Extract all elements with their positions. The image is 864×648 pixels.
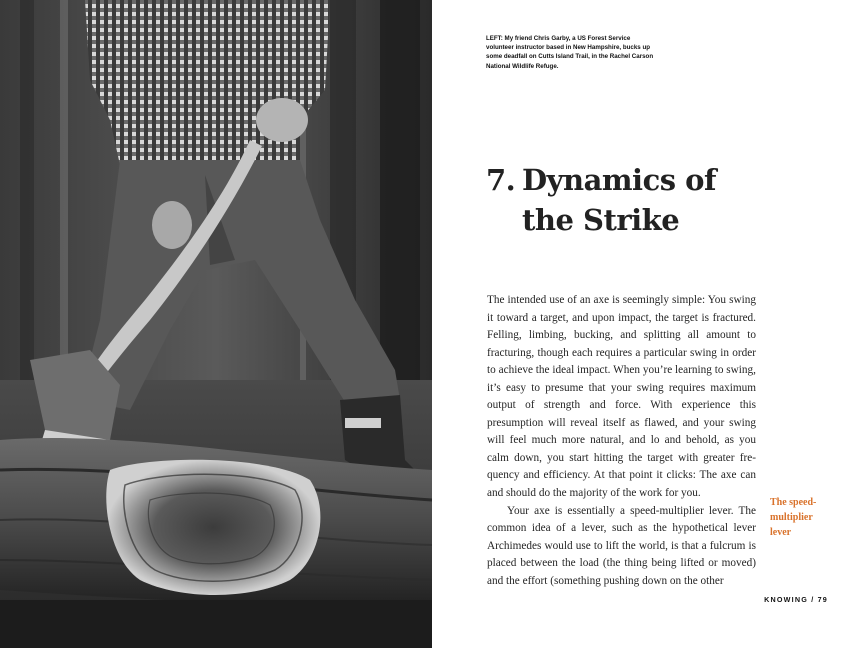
chapter-title-line1: Dynamics of — [522, 163, 716, 197]
body-paragraph-2: Your axe is essentially a speed-multiplier lever. The common idea of a lever, such as the hypothetical lever Archimedes would use to lift the world, is that a fulcrum is placed between the load (the thing being lifted or moved) and the effort (something pushing down on the other — [487, 504, 756, 587]
page-folio: KNOWING / 79 — [764, 595, 828, 604]
margin-note: The speed-multiplier lever — [770, 497, 817, 538]
photo-caption: LEFT: My friend Chris Garby, a US Forest Service volunteer instructor based in New Hampshire, bucks up some deadfall on Cutts Island Trail, in the Rachel Carson National Wildlife Refuge. — [486, 35, 654, 70]
chapter-title-line2: the Strike — [522, 203, 680, 237]
body-paragraph-1: The intended use of an axe is seemingly simple: You swing it toward a target, and upon impact, the target is fractured. Felling, limbing, bucking, and splitting all amount to fracturing, though each requires a particular swing in order to achieve the ideal impact. When you’re learning to swing, it’s easy to presume that your swing requires maximum output of strength and force. With experience this presumption will reveal itself as flawed, and your swing will feel much more natural, and lo and behold, as you calm down, you start hitting the target with greater frequency and efficiency. At that point it clicks: The axe can and should do the majority of the work for you. — [487, 294, 756, 500]
body-text — [487, 292, 756, 590]
chapter-title — [486, 160, 716, 240]
chapter-number: 7. — [486, 163, 516, 197]
